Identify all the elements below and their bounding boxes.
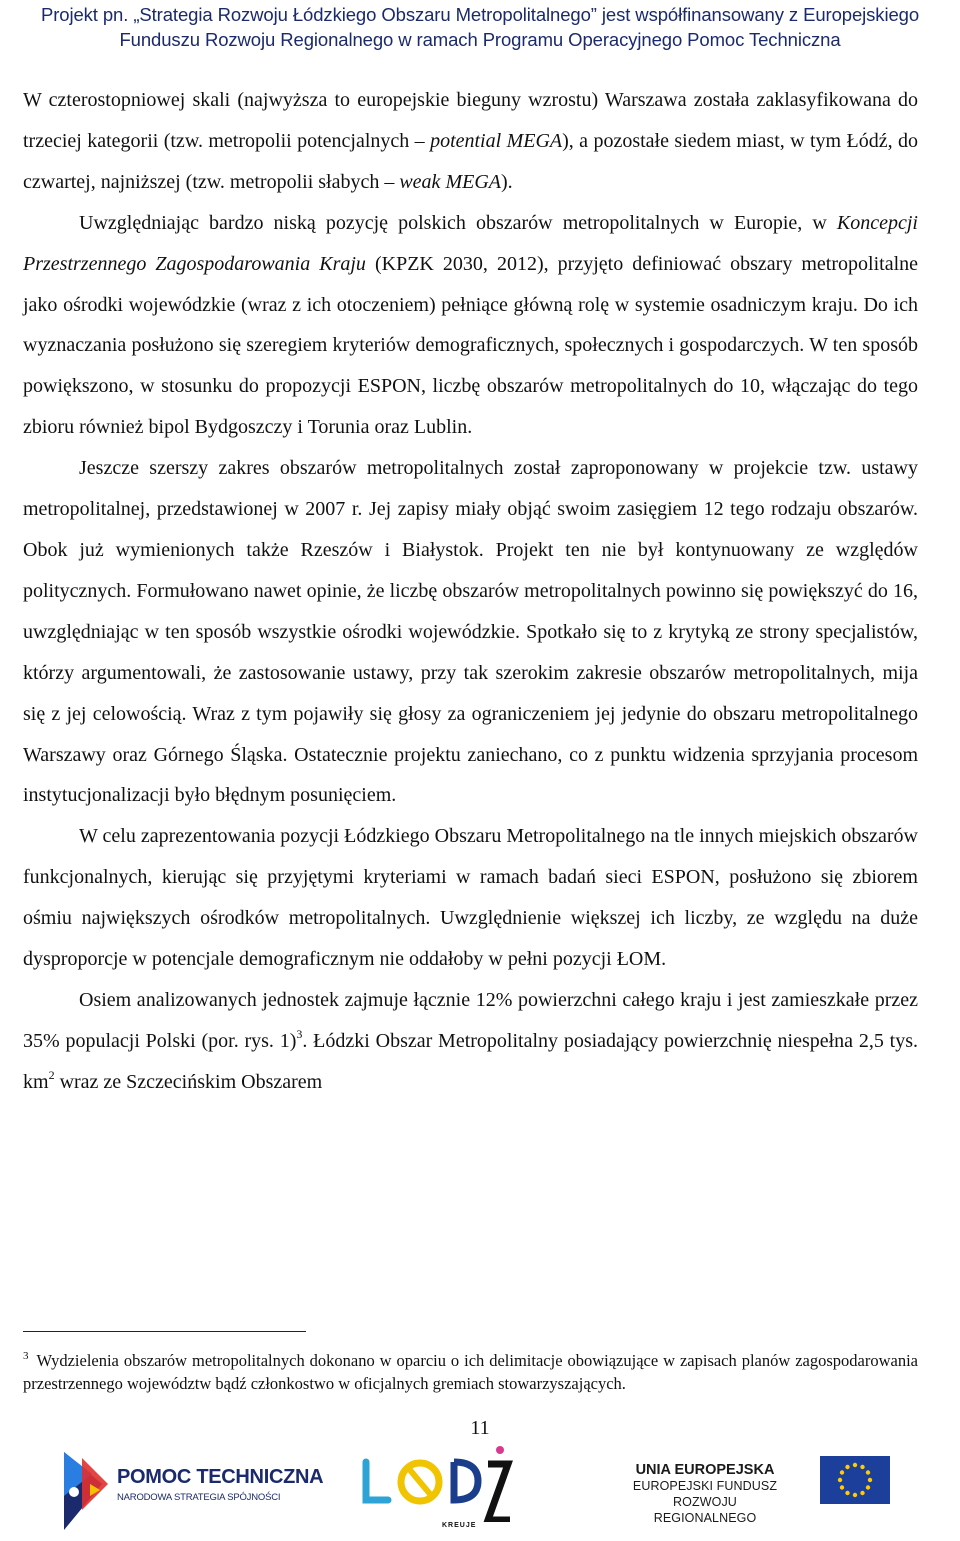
footnote-text: Wydzielenia obszarów metropolitalnych dokonano w oparciu o ich delimitacje obowiązujące w zapisach planów zagospodarowania przestrzennego województw bądź członkostwo w oficjalnych gremiach stowarzyszających. xyxy=(23,1351,918,1393)
eu-line-3: ROZWOJU REGIONALNEGO xyxy=(653,1495,757,1525)
paragraph-2: Uwzględniając bardzo niską pozycję polskich obszarów metropolitalnych w Europie, w Koncepcji Przestrzennego Zagospodarowania Kraju (KPZK 2030, 2012), przyjęto definiować obszary metropolitalne jako ośrodki wojewódzkie (wraz z ich otoczeniem) pełniące główną rolę w systemie osadniczym kraju. Do ich wyznaczania posłużono się szeregiem kryteriów demograficznych, społecznych i gospodarczych. W ten sposób powiększono, w stosunku do propozycji ESPON, liczbę obszarów metropolitalnych do 10, włączając do tego zbioru również bipol Bydgoszczy i Torunia oraz Lublin. xyxy=(23,211,919,439)
eu-text xyxy=(620,1462,790,1526)
superscript-2: 2 xyxy=(48,1067,55,1082)
page-number: 11 xyxy=(470,1417,490,1439)
lodz-kreuje-logo xyxy=(352,1442,517,1538)
pomoc-techniczna-emblem-icon xyxy=(62,1444,114,1534)
lodz-logo-icon xyxy=(352,1442,517,1522)
lodz-tagline: KREUJE xyxy=(442,1522,477,1529)
footer-logos xyxy=(0,1440,960,1541)
pomoc-techniczna-subtitle: NARODOWA STRATEGIA SPÓJNOŚCI xyxy=(117,1492,281,1503)
pomoc-techniczna-title: POMOC TECHNICZNA xyxy=(117,1466,324,1488)
header-line-1: Projekt pn. „Strategia Rozwoju Łódzkiego Obszaru Metropolitalnego” jest współfinansowany z Europejskiego xyxy=(40,4,920,25)
eu-logo xyxy=(600,1446,900,1532)
paragraph-5: Osiem analizowanych jednostek zajmuje łącznie 12% powierzchni całego kraju i jest zamieszkałe przez 35% populacji Polski (por. rys. 1)$^3$. Łódzki Obszar Metropolitalny posiadający powierzchnię niespełna 2,5 tys. $km^2$ wraz ze Szczecińskim Obszarem xyxy=(23,988,918,1093)
footnote xyxy=(23,1349,918,1395)
eu-line-1: UNIA EUROPEJSKA xyxy=(635,1462,775,1478)
main-text xyxy=(23,80,918,1103)
eu-line-2: EUROPEJSKI FUNDUSZ xyxy=(632,1479,778,1493)
footnote-separator xyxy=(23,1331,306,1332)
header-line-2: Funduszu Rozwoju Regionalnego w ramach Programu Operacyjnego Pomoc Techniczna xyxy=(119,29,841,50)
eu-flag-icon xyxy=(820,1456,890,1504)
paragraph-1: W czterostopniowej skali (najwyższa to europejskie bieguny wzrostu) Warszawa została zaklasyfikowana do trzeciej kategorii (tzw. metropolii potencjalnych – potential MEGA), a pozostałe siedem miast, w tym Łódź, do czwartej, najniższej (tzw. metropolii słabych – weak MEGA). xyxy=(23,89,918,193)
paragraph-4: W celu zaprezentowania pozycji Łódzkiego Obszaru Metropolitalnego na tle innych miejskich obszarów funkcjonalnych, kierując się przyjętymi kryteriami w ramach badań sieci ESPON, posłużono się zbiorem ośmiu największych ośrodków metropolitalnych. Uwzględnienie większej ich liczby, ze względu na duże dysproporcje w potencjale demograficznym nie oddałoby w pełni pozycji ŁOM. xyxy=(23,825,918,971)
paragraph-3: Jeszcze szerszy zakres obszarów metropolitalnych został zaproponowany w projekcie tzw. ustawy metropolitalnej, przedstawionej w 2007 r. Jej zapisy miały objąć swoim zasięgiem 12 tego rodzaju obszarów. Obok już wymienionych także Rzeszów i Białystok. Projekt ten nie był kontynuowany ze względów politycznych. Formułowano nawet opinie, że liczbę obszarów metropolitalnych powinno się powiększyć do 16, uwzględniając w ten sposób wszystkie ośrodki wojewódzkie. Spotkało się to z krytyką ze strony specjalistów, którzy argumentowali, że zastosowanie ustawy, przy tak szerokim zakresie obszarów metropolitalnych, mija się z jej celowością. Wraz z tym pojawiły się głosy za ograniczeniem jej jedynie do obszaru metropolitalnego Warszawy oraz Górnego Śląska. Ostatecznie projektu zaniechano, co z punktu widzenia sprzyjania procesom instytucjonalizacji było błędnym posunięciem. xyxy=(23,457,918,807)
footnote-ref[interactable]: 3 xyxy=(296,1026,303,1041)
footnote-marker: 3 xyxy=(23,1350,29,1362)
pomoc-techniczna-logo xyxy=(62,1444,324,1534)
